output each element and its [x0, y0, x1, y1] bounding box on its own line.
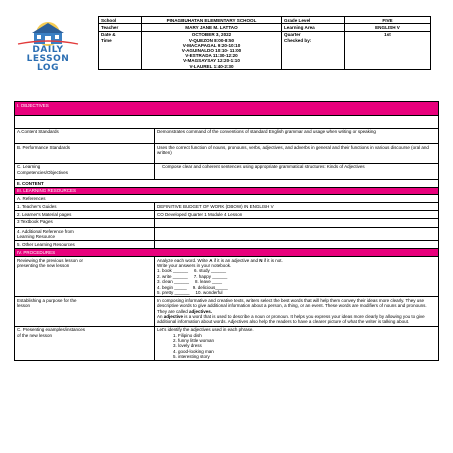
logo-line-log: LOG: [37, 63, 59, 73]
school-label: School: [99, 17, 142, 24]
area-label: Learning Area: [282, 24, 345, 31]
objectives-section-row: [15, 102, 439, 116]
review-label-line: presenting the new lesson: [17, 263, 70, 268]
review-content: [155, 256, 439, 296]
area-value: ENGLISH V: [345, 24, 431, 31]
learners-pages-value: CO Developed Quarter 1 Module 4 Lesson: [155, 211, 439, 219]
schedule-item: V-AGUINALDO 10:10- 11:00: [181, 47, 242, 53]
review-label-line: Reviewing the previous lesson or: [17, 257, 84, 263]
other-resources-row: [15, 241, 439, 249]
purpose-content: [155, 297, 439, 326]
resources-section-row: [15, 187, 439, 195]
quarter-value: 1st: [384, 32, 391, 38]
presenting-row: [15, 326, 439, 361]
grade-value: FIVE: [345, 17, 431, 24]
resources-heading: III. LEARNING RESOURCES: [15, 187, 439, 195]
grade-label: Grade Level: [282, 17, 345, 24]
date-value: OCTOBER 3, 2022: [191, 32, 232, 38]
content-standards-row: [15, 128, 439, 143]
competencies-label-line: Competencies/Objectives: [17, 169, 69, 175]
review-item: 4. begin _____ 9. delicious_____: [157, 284, 228, 290]
quarter-label: Quarter: [284, 32, 301, 38]
schedule-item: V-MAGSAYSAY 12:20-1:10: [183, 58, 240, 64]
content-standards-label: A.Content Standards: [15, 128, 155, 143]
competencies-value: Compose clear and coherent sentences using appropriate grammatical structures: Kinds of Adjectives: [155, 163, 439, 179]
date-schedule-value: [142, 31, 282, 70]
school-building-icon: [14, 20, 82, 46]
review-label: [15, 256, 155, 296]
references-label: A. References: [15, 195, 439, 203]
competencies-row: [15, 163, 439, 179]
presenting-label-line: C. Presenting examples/instances: [17, 327, 86, 333]
performance-standards-label: B. Performance Standards: [15, 144, 155, 163]
additional-reference-line: 4. Additional Reference from: [17, 228, 74, 234]
content-heading: II. CONTENT: [15, 179, 439, 187]
procedures-heading: IV. PROCEDURES: [15, 249, 439, 257]
schedule-item: V-QUEZON 8:00-8:50: [188, 37, 235, 43]
performance-standards-value: Uses the correct function of nouns, pronouns, verbs, adjectives, and adverbs in general and their functions in various discourse (oral and written): [155, 144, 439, 163]
purpose-paragraph-2: An adjective is a word that is used to describe a noun or pronoun. It helps you express your ideas more clearly by allowing you to give additional information about words. Adjectives also help the readers to have a clearer picture of what the writer is talking about.: [157, 314, 425, 325]
header-table: [98, 16, 431, 70]
quarter-checked-labels: [282, 31, 345, 70]
content-standards-value: Demonstrates command of the conventions of standard English grammar and usage when writing or speaking: [155, 128, 439, 143]
review-item: 3. clean ______ 8. leave ____: [157, 279, 223, 285]
textbook-label: 3 Textbook Pages: [15, 218, 155, 227]
additional-reference-line: Learning Resource: [17, 234, 56, 240]
presenting-label-line: of the new lesson: [17, 332, 53, 338]
other-resources-label: 5. Other Learning Resources: [15, 241, 155, 249]
teachers-guides-value: DEFINITIVE BUDGET OF WORK (DBOW) IN ENGLISH V: [155, 203, 439, 211]
performance-standards-row: [15, 144, 439, 163]
quarter-value-cell: [345, 31, 431, 70]
logo-line-daily: DAILY: [32, 45, 64, 55]
procedures-section-row: [15, 249, 439, 257]
purpose-paragraph-1: In composing informative and creative texts, writers select the best words that will help them convey their ideas more clearly. They use descriptive words to give additional information about a person, a thing, or an event. These words are modifiers of nouns and pronouns. They are called adjectives.: [157, 297, 427, 314]
purpose-label: [15, 297, 155, 326]
checked-by-label: Checked by:: [284, 37, 312, 43]
competencies-label: [15, 163, 155, 179]
review-row: [15, 256, 439, 296]
presenting-item: 2. funny little woman: [173, 338, 215, 344]
presenting-intro: Let's identify the adjectives used in each phrase.: [157, 327, 254, 333]
date-time-label: [99, 31, 142, 70]
schedule-item: V-LAUREL 1:40-2:30: [189, 63, 234, 69]
presenting-label: [15, 326, 155, 361]
spacer-row: [15, 116, 439, 128]
additional-reference-label: [15, 228, 155, 241]
time-label: Time: [101, 37, 112, 43]
teacher-value: MARY JANE M. LATTAO: [142, 24, 282, 31]
learners-pages-label: 2. Learner's Material pages: [15, 211, 155, 219]
review-instruction: Analyze each word. Write A if it is an adjective and N if it is not.: [157, 257, 283, 263]
review-instruction-2: Write your answers in your notebook.: [157, 263, 232, 268]
teachers-guides-row: [15, 203, 439, 211]
presenting-item: 1. Filipino dish: [173, 332, 202, 338]
references-row: [15, 195, 439, 203]
purpose-row: [15, 297, 439, 326]
objectives-heading: I. OBJECTIVES: [15, 102, 439, 116]
competencies-label-line: C. Learning: [17, 164, 41, 170]
review-item: 2. write ______ 7. happy ______: [157, 273, 228, 279]
review-item: 1. book ______ 6. study ______: [157, 268, 227, 274]
learners-pages-row: [15, 211, 439, 219]
content-row: [15, 179, 439, 187]
teacher-label: Teacher: [99, 24, 142, 31]
presenting-item: 4. good-looking man: [173, 348, 214, 354]
textbook-row: [15, 218, 439, 227]
additional-reference-row: [15, 228, 439, 241]
school-value: PINAGBUHATAN ELEMENTARY SCHOOL: [142, 17, 282, 24]
daily-lesson-log-logo: [14, 20, 82, 74]
logo-line-lesson: LESSON: [26, 54, 70, 64]
schedule-item: V-ESTRADA 11:30-12:20: [185, 53, 238, 59]
purpose-label-line: Establishing a purpose for the: [17, 297, 77, 303]
schedule-item: V-MACAPAGAL 9:20-10:10: [182, 42, 241, 48]
lesson-table: [14, 101, 439, 361]
presenting-item: 3. lovely dress: [173, 343, 202, 349]
presenting-item: 5. interesting story: [173, 354, 210, 360]
presenting-content: [155, 326, 439, 361]
purpose-label-line: lesson: [17, 303, 31, 309]
teachers-guides-label: 1. Teacher's Guides: [15, 203, 155, 211]
date-label: Date &: [101, 32, 116, 38]
review-item: 5. pretty ______ 10. wonderful: [157, 290, 223, 296]
